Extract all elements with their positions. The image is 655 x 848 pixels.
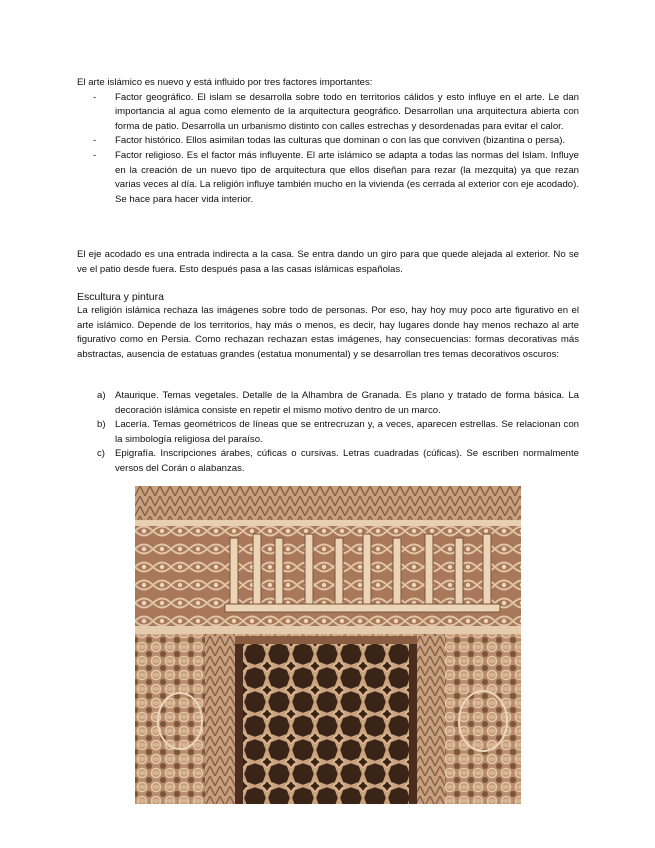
alhambra-carving-photo (135, 486, 521, 804)
theme-text: Epigrafía. Inscripciones árabes, cúficas o cursivas. Letras cuadradas (cúficas). Se escriben normalmente versos del Corán o alabanzas. (115, 448, 579, 474)
list-marker: c) (97, 448, 105, 460)
bullet-dash: - (93, 149, 97, 161)
factor-text: Factor histórico. Ellos asimilan todas las culturas que dominan o con las que conviven (bizantina o persa). (115, 135, 566, 147)
list-marker: b) (97, 419, 106, 431)
theme-text: Lacería. Temas geométricos de líneas que se entrecruzan y, a veces, aparecen estrellas. Se relacionan con la simbología religiosa del paraíso. (115, 419, 579, 445)
list-marker: a) (97, 390, 106, 401)
intro-line: El arte islámico es nuevo y está influido por tres factores importantes: (77, 77, 373, 88)
eje-acodado-paragraph: El eje acodado es una entrada indirecta a la casa. Se entra dando un giro para que quede alejada al exterior. No se ve el patio desde fuera. Esto después pasa a las casas islámicas españolas. (77, 249, 579, 275)
bullet-dash: - (93, 135, 97, 147)
themes-section (77, 389, 579, 477)
theme-text: Ataurique. Temas vegetales. Detalle de la Alhambra de Granada. Es plano y tratado de forma básica. La decoración islámica consiste en repetir el mismo motivo dentro de un marco. (115, 390, 579, 416)
list-item (77, 389, 579, 418)
intro-section (77, 76, 579, 207)
list-item (77, 91, 579, 135)
factor-text: Factor religioso. Es el factor más influyente. El arte islámico se adapta a todas las normas del Islam. Influye en la creación de un nuevo tipo de arquitectura que ellos diseñan para rezar (la mezquita) ya que rezan varias veces al día. La religión influye también mucho en la vivienda (es cerrada al exterior con eje acodado). Se hace para hacer vida interior. (115, 149, 579, 205)
section-heading: Escultura y pintura (77, 291, 164, 303)
themes-list (77, 389, 579, 477)
list-item (77, 134, 579, 149)
list-item (77, 418, 579, 447)
bullet-dash: - (93, 91, 97, 103)
escultura-paragraph: La religión islámica rechaza las imágenes sobre todo de personas. Por eso, hay hoy muy poco arte figurativo en el arte islámico. Depende de los territorios, hay más o menos, es decir, hay lugares donde hay menos rechazo al arte figurativo como en Persia. Como rechazan rechazan estas imágenes, hay consecuencias: formas decorativas más abstractas, ausencia de estatuas grandes (estatua monumental) y se desarrollan tres temas decorativos oscuros: (77, 305, 579, 360)
list-item (77, 149, 579, 207)
list-item (77, 447, 579, 476)
factors-list (77, 91, 579, 208)
factor-text: Factor geográfico. El islam se desarrolla sobre todo en territorios cálidos y esto influye en el arte. Le dan importancia al agua como elemento de la arquitectura geográfico. Desarrollan una arquitectura abierta con forma de patio. Desarrolla un urbanismo distinto con calles estrechas y desordenadas para evitar el calor. (115, 91, 579, 132)
